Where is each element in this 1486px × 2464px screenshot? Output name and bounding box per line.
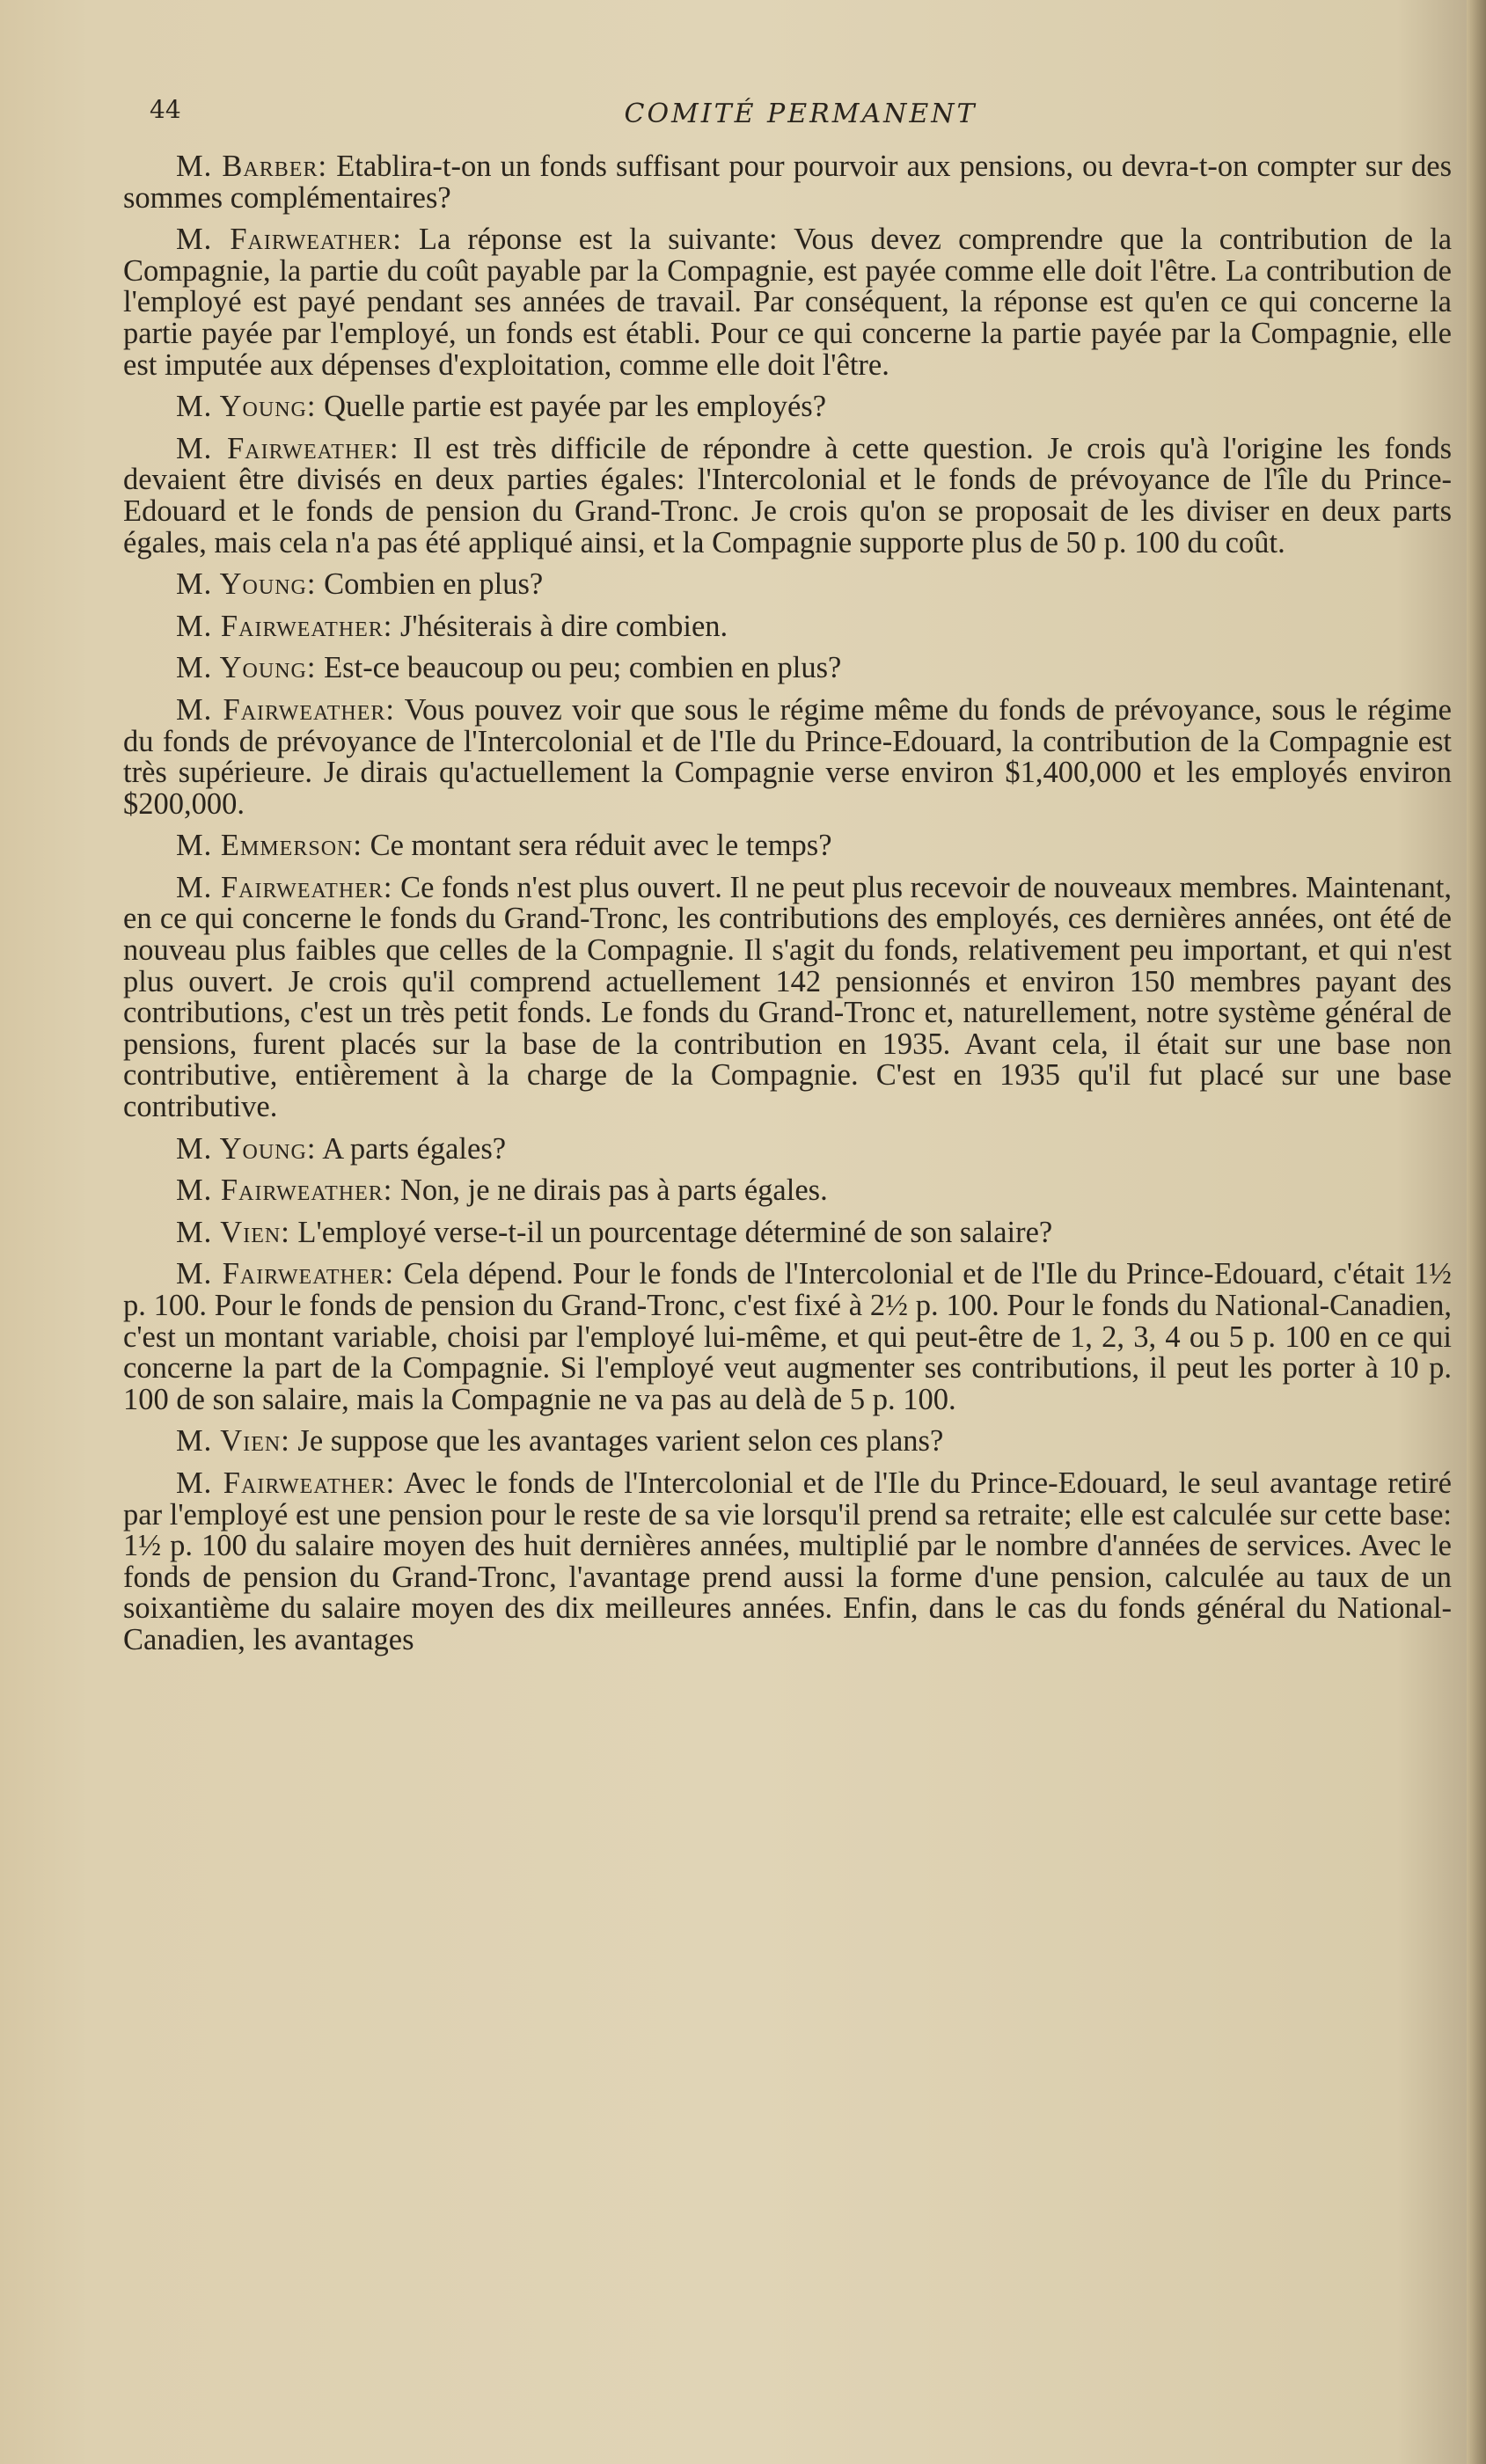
page-edge (1467, 0, 1486, 2464)
paragraph (123, 1175, 1452, 1207)
speaker-name: M. Emmerson: (176, 829, 362, 863)
page-number: 44 (150, 95, 181, 124)
paragraph (123, 1468, 1452, 1656)
paragraph (123, 151, 1452, 214)
speaker-name: M. Vien: (176, 1215, 290, 1249)
paragraph-text: Je suppose que les avantages varient selon ces plans? (297, 1424, 944, 1459)
speaker-name: M. Young: (176, 567, 317, 602)
paragraph-text: Combien en plus? (324, 567, 544, 602)
paragraph-text: Avec le fonds de l'Intercolonial et de l'Ile du Prince-Edouard, le seul avantage retiré par l'employé est une pension pour le reste de sa vie lorsqu'il prend sa retraite; elle est calculée sur cette base: 1½ p. 100 du salaire moyen des huit dernières années, multiplié par le nombre d'années de services. Avec le fonds de pension du Grand-Tronc, l'avantage prend aussi la forme d'une pension, calculée au taux de un soixantième du salaire moyen des dix meilleures années. Enfin, dans le cas du fonds général du National-Canadien, les avantages (123, 1466, 1452, 1656)
paragraph-text: La réponse est la suivante: Vous devez comprendre que la contribution de la Compagnie, la partie du coût payable par la Compagnie, est payée comme elle doit l'être. La contribution de l'employé est payé pendant ses années de travail. Par conséquent, la réponse est qu'en ce qui concerne la partie payée par l'employé, un fonds est établi. Pour ce qui concerne la partie payée par la Compagnie, elle est imputée aux dépenses d'exploitation, comme elle doit l'être. (123, 223, 1453, 382)
running-title: COMITÉ PERMANENT (624, 99, 977, 129)
speaker-name: M. Fairweather: (176, 609, 393, 643)
paragraph-text: Il est très difficile de répondre à cette question. Je crois qu'à l'origine les fonds devaient être divisés en deux parties égales: l'Intercolonial et le fonds de prévoyance de l'île du Prince-Edouard et le fonds de pension du Grand-Tronc. Je crois qu'on se proposait de les diviser en deux parts égales, mais cela n'a pas été appliqué ainsi, et la Compagnie supporte plus de 50 p. 100 du coût. (123, 431, 1453, 559)
paragraph (123, 1131, 1452, 1166)
paragraph-text: Cela dépend. Pour le fonds de l'Intercolonial et de l'Ile du Prince-Edouard, c'était 1½ p. 100. Pour le fonds de pension du Grand-Tronc, c'est fixé à 2½ p. 100. Pour le fonds du National-Canadien, c'est un montant variable, choisi par l'employé lui-même, et qui peut-être de 1, 2, 3, 4 ou 5 p. 100 en ce qui concerne la part de la Compagnie. Si l'employé veut augmenter ses contributions, il peut les porter à 10 p. 100 de son salaire, mais la Compagnie ne va pas au delà de 5 p. 100. (123, 1257, 1452, 1416)
paragraph-text: L'employé verse-t-il un pourcentage déterminé de son salaire? (297, 1215, 1053, 1249)
paragraph-text: Vous pouvez voir que sous le régime même du fonds de prévoyance, sous le régime du fonds de prévoyance de l'Intercolonial et de l'Ile du Prince-Edouard, la contribution de la Compagnie est très supérieure. Je dirais qu'actuellement la Compagnie verse environ $1,400,000 et les employés environ $200,000. (123, 692, 1452, 821)
speaker-name: M. Fairweather: (176, 1466, 396, 1500)
page-header (150, 95, 1452, 137)
paragraph (123, 224, 1452, 381)
speaker-name: M. Young: (176, 390, 317, 424)
paragraph (123, 569, 1452, 601)
speaker-name: M. Vien: (176, 1424, 290, 1459)
speaker-name: M. Fairweather: (176, 692, 395, 727)
transcript-body (123, 151, 1452, 1667)
paragraph (123, 692, 1452, 821)
speaker-name: M. Fairweather: (176, 223, 402, 257)
speaker-name: M. Young: (176, 1131, 317, 1166)
paragraph-text: Quelle partie est payée par les employés? (324, 390, 827, 424)
paragraph-text: Non, je ne dirais pas à parts égales. (399, 1174, 828, 1208)
speaker-name: M. Fairweather: (176, 431, 399, 465)
paragraph (123, 431, 1453, 559)
paragraph-text: Ce montant sera réduit avec le temps? (370, 829, 832, 863)
paragraph (123, 830, 1452, 862)
speaker-name: M. Barber: (176, 150, 328, 183)
paragraph-text: A parts égales? (322, 1131, 507, 1166)
paragraph (123, 391, 1452, 423)
speaker-name: M. Fairweather: (176, 1257, 395, 1291)
paragraph (123, 653, 1452, 684)
paragraph-text: Ce fonds n'est plus ouvert. Il ne peut plus recevoir de nouveaux membres. Maintenant, en ce qui concerne le fonds du Grand-Tronc, les contributions des employés, ces dernières années, ont été de nouveau plus faibles que celles de la Compagnie. Il s'agit du fonds, relativement peu important, et qui n'est plus ouvert. Je crois qu'il comprend actuellement 142 pensionnés et environ 150 membres payant des contributions, c'est un très petit fonds. Le fonds du Grand-Tronc et, naturellement, notre système général de pensions, furent placés sur la base de la contribution en 1935. Avant cela, il était sur une base non contributive, entièrement à la charge de la Compagnie. C'est en 1935 qu'il fut placé sur une base contributive. (123, 870, 1452, 1124)
paragraph (123, 870, 1452, 1124)
speaker-name: M. Fairweather: (176, 1174, 393, 1208)
paragraph-text: Etablira-t-on un fonds suffisant pour pourvoir aux pensions, ou devra-t-on compter sur des sommes complémentaires? (123, 150, 1452, 215)
paragraph (123, 1217, 1452, 1249)
paragraph-text: J'hésiterais à dire combien. (399, 609, 728, 643)
paragraph (123, 1426, 1452, 1458)
paragraph (123, 1259, 1452, 1415)
speaker-name: M. Young: (176, 651, 317, 685)
speaker-name: M. Fairweather: (176, 870, 393, 904)
paragraph-text: Est-ce beaucoup ou peu; combien en plus? (324, 651, 842, 685)
paragraph (123, 611, 1452, 643)
